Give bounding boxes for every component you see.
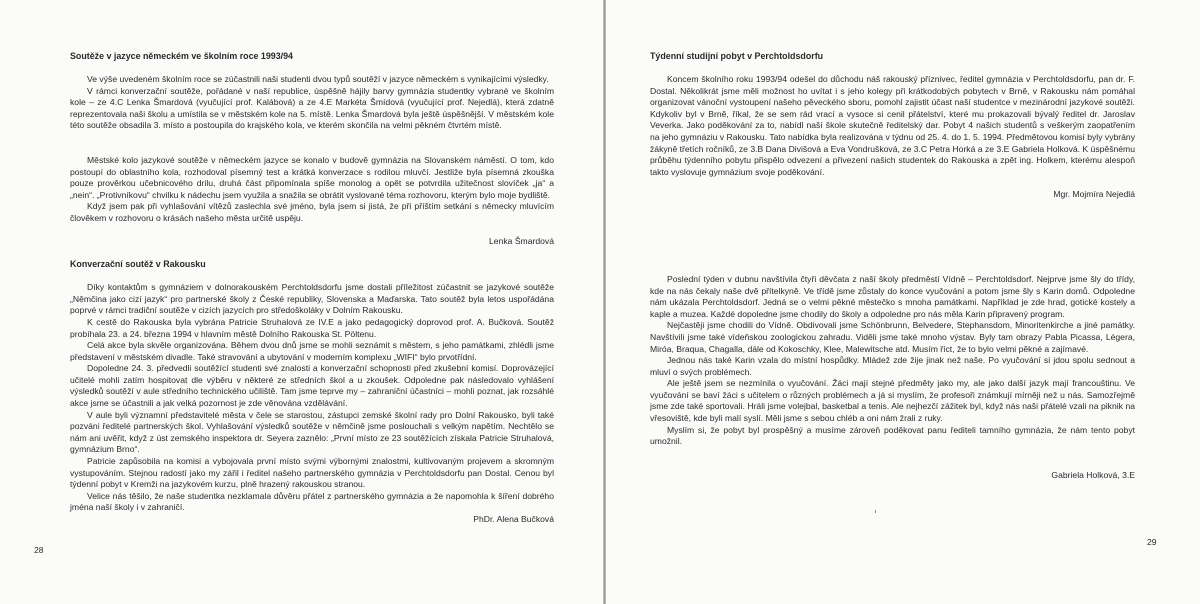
section-title: Týdenní studijní pobyt v Perchtoldsdorfu [650, 51, 824, 61]
paragraph: Poslední týden v dubnu navštívila čtyři děvčata z naší školy předměstí Vídně – Perchtoldsdorf. Nejprve jsme šly do třídy, kde na nás čekaly naše dvě přítelkyně. Ve třídě jsme zůstaly do konce vyučování a potom jsme šly s Karin domů. Odpoledne nám ukázala Perchtoldsdorf. Jedná se o velmi pěkné městečko s mnoha památkami. Například je zde hrad, gotické kostely a kaple a muzea. Každé dopoledne jsme chodily do školy a odpoledne pro nás měla Karin připravený program. [650, 273, 1135, 319]
paragraph: Velice nás těšilo, že naše studentka nezklamala důvěru přátel z partnerského gymnázia a že napomohla k šíření dobrého jména naší školy i v zahraničí. [70, 490, 554, 513]
paragraph: Myslím si, že pobyt byl prospěšný a musíme zároveň poděkovat panu řediteli tamního gymnázia, že nám tento pobyt umožnil. [650, 424, 1135, 447]
section-title: Soutěže v jazyce německém ve školním roce 1993/94 [70, 51, 293, 61]
paragraph: V rámci konverzační soutěže, pořádané v naší republice, úspěšně hájily barvy gymnázia studentky vybrané ve školním kole – ze 4.C Lenka Šmardová (vyučující prof. Kalábová) a ze 4.E Markéta Šmídová (vyučující prof. Nejedlá), která zdatně reprezentovala naši školu a umístila se v městském kole na 5. místě. Lenka Šmardová byla ještě úspěšnější. V městském kole této soutěže obsadila 3. místo a postoupila do krajského kola, ve kterém skončila na velmi pěkném čtvrtém místě. [70, 85, 554, 131]
signature: Lenka Šmardová [489, 235, 554, 246]
signature: PhDr. Alena Bučková [473, 514, 554, 524]
paragraph: Patricie zapůsobila na komisi a vybojovala první místo svými výbornými znalostmi, kultivovaným projevem a skromným vystupováním. Stejnou radostí jako my zářil i ředitel našeho partnerského gymnázia v Perchtoldsdorfu pan Dostal. Cenou byl týdenní pobyt v Kremži na jazykovém kurzu, plně hrazený rakouskou stranou. [70, 456, 554, 490]
right-page-text [650, 50, 1135, 481]
paragraph: Díky kontaktům s gymnáziem v dolnorakouském Perchtoldsdorfu jsme dostali příležitost zúčastnit se jazykové soutěže „Němčina jako cizí jazyk“ pro partnerské školy z České republiky, Slovenska a Maďarska. Tato soutěž byla letos uspořádána poprvé v rámci tradiční soutěže v cizích jazycích pro středoškoláky v Dolním Rakousku. [70, 282, 554, 316]
left-page-text [70, 50, 554, 526]
paragraph: Když jsem pak při vyhlašování vítězů zaslechla své jméno, byla jsem si jistá, že při příštím setkání s německy mluvícím člověkem v rozhovoru o krásách našeho města určitě uspěju. [70, 201, 554, 223]
paragraph: Jednou nás také Karin vzala do místní hospůdky. Mládež zde žije jinak než naše. Po vyučování si jdou spolu sednout a mluví o svých problémech. [650, 355, 1135, 377]
signature: Mgr. Mojmíra Nejedlá [1053, 189, 1135, 200]
paragraph: Městské kolo jazykové soutěže v německém jazyce se konalo v budově gymnázia na Slovanském náměstí. O tom, kdo postoupí do oblastního kola, rozhodoval písemný test a krátká konverzace s rodilou mluvčí. Jestliže byla písemná zkouška pouze prověrkou učebnicového drilu, druhá část připomínala spíše monolog a opět se potvrdila užitečnost slovíček „ja“ a „nein“. „Protivníkovu“ chvilku k nádechu jsem využila a snažila se obrátit vyslované téma rozhovoru, kterým bylo moje bydliště. [70, 154, 554, 200]
section-title: Konverzační soutěž v Rakousku [70, 259, 206, 270]
paragraph: Ve výše uvedeném školním roce se zúčastnili naši studenti dvou typů soutěží v jazyce německém s vynikajícími výsledky. [87, 74, 549, 84]
paragraph: K cestě do Rakouska byla vybrána Patricie Struhalová ze IV.E a jako pedagogický doprovod prof. A. Bučková. Soutěž probíhala 23. a 24. března 1994 v hlavním městě Dolního Rakouska St. Pöltenu. [70, 316, 554, 339]
paragraph: Nejčastěji jsme chodili do Vídně. Obdivovali jsme Schönbrunn, Belvedere, Stephansdom, Minoritenkirche a jiné památky. Navštívili jsme také vídeňskou zoologickou zahradu. Viděli jsme také mnoho výstav. Byly tam obrazy Pabla Picassa, Légera, Miróa, Braqua, Chagalla, dále od Kokoschky, Klee, Malewitsche atd. Musím říct, že to bylo velmi pěkné a zajímavé. [650, 320, 1135, 354]
paragraph: Ale ještě jsem se nezmínila o vyučování. Žáci mají stejné předměty jako my, ale jako další jazyk mají francouštinu. Ve vyučování se baví žáci s učitelem o různých problémech a já si myslím, že profesoři známkují mírněji než u nás. Samozřejmě jsme zde také sportovali. Hráli jsme volejbal, basketbal a tenis. Ale nejhezčí zážitek byl, když nás naši přátelé vzali na piknik na vřesoviště, kde byli malí syslí. Měli jsme s sebou chléb a oni nám žrali z ruky. [650, 378, 1135, 424]
paragraph: Koncem školního roku 1993/94 odešel do důchodu náš rakouský příznivec, ředitel gymnázia v Perchtoldsdorfu, pan dr. F. Dostal. Několikrát jsme měli možnost ho uvítat i s jeho kolegy při krátkodobých pobytech v Brně, v Rakousku nám pomáhal organizovat vánoční vystoupení našeho pěveckého sboru, pomohl zajistit účast naší studentce v mezinárodní jazykové soutěži. Kdykoliv byl v Brně, říkal, že se sem rád vrací a vysoce si cenil přátelství, které mu prokazovali bývalý ředitel dr. Jaroslav Veverka. Jako poděkování za to, nabídl naší škole skutečně ředitelský dar. Pobyt 4 našich studentů s veškerým zaopatřením na jeho gymnáziu v Rakousku. Tato nabídka byla realizována v týdnu od 25. 4. do 1. 5. 1994. Předmětovou komisí byly vybrány žákyně třetích ročníků, ze 3.B Dana Divišová a Eva Vondrušková, ze 3.C Petra Horká a ze 3.E Gabriela Holková. K úspěšnému průběhu týdenního pobytu přispělo odvezení a přivezení našich studentek do Rakouska a zpět ing. Holkem, kterému alespoň takto vyslovuje gymnázium svoje poděkování. [650, 74, 1135, 177]
paper-speck [875, 510, 876, 513]
page-number: 29 [1147, 537, 1157, 547]
paragraph: V aule byli významní představitelé města v čele se starostou, zástupci zemské školní rady pro Dolní Rakousko, byli také pozváni ředitelé partnerských škol. Vyhlašování výsledků soutěže v němčině jsme poslouchali s velkým napětím. Nechtělo se nám ani uvěřit, když z úst zemského inspektora dr. Seyera zaznělo: „První místo ze 23 soutěžících získala Patricie Struhalová, gymnázium Brno“. [70, 409, 554, 455]
signature: Gabriela Holková, 3.E [1051, 469, 1135, 480]
paragraph: Dopoledne 24. 3. předvedli soutěžící studenti své znalosti a konverzační schopnosti před zkušební komisí. Doprovázející učitelé mohli zatím hospitovat dle výběru v některé ze středních škol a u zkoušek. Odpoledne pak následovalo vyhlášení výsledků soutěží v aule středního technického učiliště. Tam jsme teprve my – zahraniční účastníci – mohli poznat, jak rozsáhlé akce jsme se účastnili a jak velká pozornost je zde věnována vzdělávání. [70, 363, 554, 409]
page-number: 28 [34, 545, 44, 555]
paragraph: Celá akce byla skvěle organizována. Během dvou dnů jsme se mohli seznámit s městem, s jeho památkami, zhlédli jsme představení v městském divadle. Také stravování a ubytování v moderním komplexu „WIFI“ bylo prvotřídní. [70, 340, 554, 362]
